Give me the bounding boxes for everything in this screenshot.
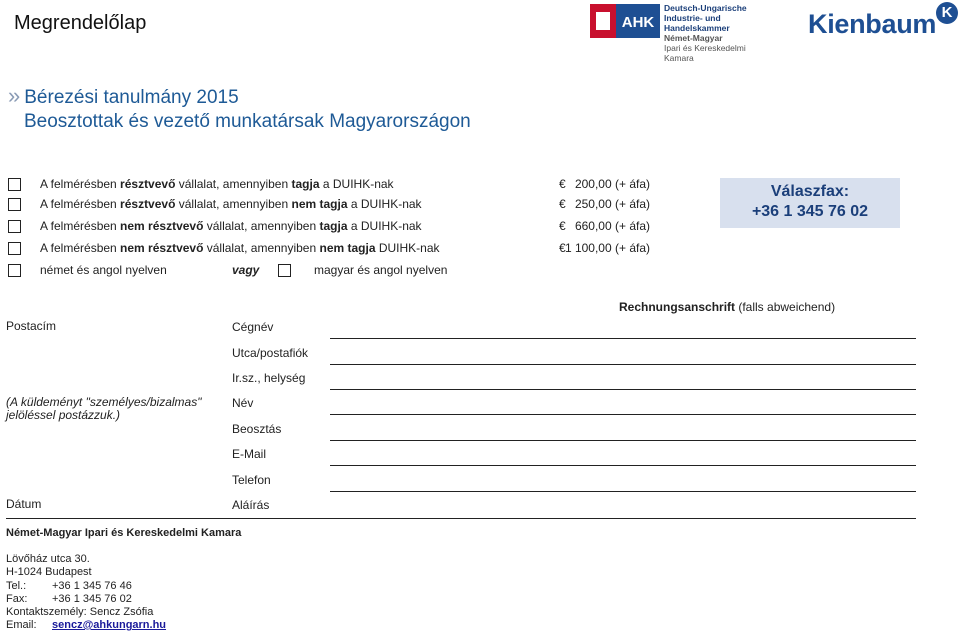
field-line-position[interactable]	[330, 440, 916, 441]
field-label-position: Beosztás	[232, 422, 282, 436]
raquo-icon: »	[8, 83, 21, 108]
field-label-name: Név	[232, 396, 254, 410]
checkbox-option-4[interactable]	[8, 242, 21, 255]
language-or: vagy	[232, 263, 260, 277]
postal-address-label: Postacím	[6, 319, 57, 333]
reply-fax-box	[720, 178, 900, 228]
language-row	[8, 263, 448, 281]
billing-address-heading: Rechnungsanschrift (falls abweichend)	[619, 300, 836, 314]
study-title-line-2: Beosztottak és vezető munkatársak Magyarországon	[24, 111, 471, 132]
footer-address-2: H-1024 Budapest	[6, 566, 92, 578]
checkbox-option-3[interactable]	[8, 220, 21, 233]
euro-icon: €	[559, 177, 566, 191]
field-label-email: E-Mail	[232, 447, 267, 461]
field-label-signature: Aláírás	[232, 498, 270, 512]
ahk-badge-text: AHK	[621, 14, 655, 31]
field-line-company[interactable]	[330, 338, 916, 339]
date-label: Dátum	[6, 497, 42, 511]
field-label-street: Utca/postafiók	[232, 346, 309, 360]
kienbaum-logo	[806, 2, 958, 42]
field-line-street[interactable]	[330, 364, 916, 365]
footer-address-1: Lövőház utca 30.	[6, 553, 90, 565]
checkbox-option-2[interactable]	[8, 198, 21, 211]
field-label-zip-city: Ir.sz., helység	[232, 371, 306, 385]
ahk-logo	[590, 2, 770, 63]
option-1-text: A felmérésben résztvevő vállalat, amennyiben tagja a DUIHK-nak	[40, 177, 394, 191]
field-line-date-signature[interactable]	[6, 518, 916, 519]
option-3-text: A felmérésben nem résztvevő vállalat, amennyiben tagja a DUIHK-nak	[40, 219, 422, 233]
footer-email-row	[6, 619, 166, 631]
field-label-company: Cégnév	[232, 320, 274, 334]
field-line-phone[interactable]	[330, 491, 916, 492]
postal-note: (A küldeményt "személyes/bizalmas" jelöléssel postázzuk.)	[6, 395, 202, 422]
checkbox-language-hu-en[interactable]	[278, 264, 291, 277]
ahk-line-1: Deutsch-Ungarische	[664, 3, 747, 13]
field-line-email[interactable]	[330, 465, 916, 466]
footer-contact: Kontaktszemély: Sencz Zsófia	[6, 606, 154, 618]
reply-fax-label: Válaszfax:	[770, 183, 850, 200]
option-4-text: A felmérésben nem résztvevő vállalat, amennyiben nem tagja DUIHK-nak	[40, 241, 440, 255]
footer-org: Német-Magyar Ipari és Kereskedelmi Kamara	[6, 527, 242, 539]
option-2-text: A felmérésben résztvevő vállalat, amennyiben nem tagja a DUIHK-nak	[40, 197, 422, 211]
page-title: Megrendelőlap	[14, 12, 147, 34]
option-1-price: 200,00 (+ áfa)	[574, 177, 650, 191]
study-title	[8, 84, 471, 134]
footer-tel: Tel.: +36 1 345 76 46	[6, 580, 132, 592]
option-2-price: 250,00 (+ áfa)	[574, 197, 650, 211]
option-3-price: 660,00 (+ áfa)	[574, 219, 650, 233]
study-title-line-1: Bérezési tanulmány 2015	[24, 87, 239, 108]
ahk-chamber-name	[664, 3, 770, 63]
footer-email-label: Email:	[6, 619, 37, 631]
field-line-name[interactable]	[330, 414, 916, 415]
language-option-b: magyar és angol nyelven	[314, 263, 448, 277]
language-option-a: német és angol nyelven	[40, 263, 167, 277]
checkbox-option-1[interactable]	[8, 178, 21, 191]
field-line-zip-city[interactable]	[330, 389, 916, 390]
ahk-line-2: Industrie- und Handelskammer	[664, 13, 730, 33]
euro-icon: €	[559, 241, 566, 255]
euro-icon: €	[559, 197, 566, 211]
ahk-line-4: Ipari és Kereskedelmi Kamara	[664, 43, 746, 63]
field-label-phone: Telefon	[232, 473, 271, 487]
option-4-price: 1 100,00 (+ áfa)	[564, 241, 650, 255]
ahk-badge-icon	[590, 4, 660, 38]
reply-fax-number: +36 1 345 76 02	[751, 203, 869, 220]
footer-email-link[interactable]: sencz@ahkungarn.hu	[52, 619, 167, 631]
euro-icon: €	[559, 219, 566, 233]
ahk-line-3: Német-Magyar	[664, 33, 723, 43]
kienbaum-k-icon: K	[936, 2, 958, 24]
footer-fax: Fax: +36 1 345 76 02	[6, 593, 132, 605]
kienbaum-wordmark: Kienbaum	[808, 9, 937, 39]
checkbox-language-de-en[interactable]	[8, 264, 21, 277]
